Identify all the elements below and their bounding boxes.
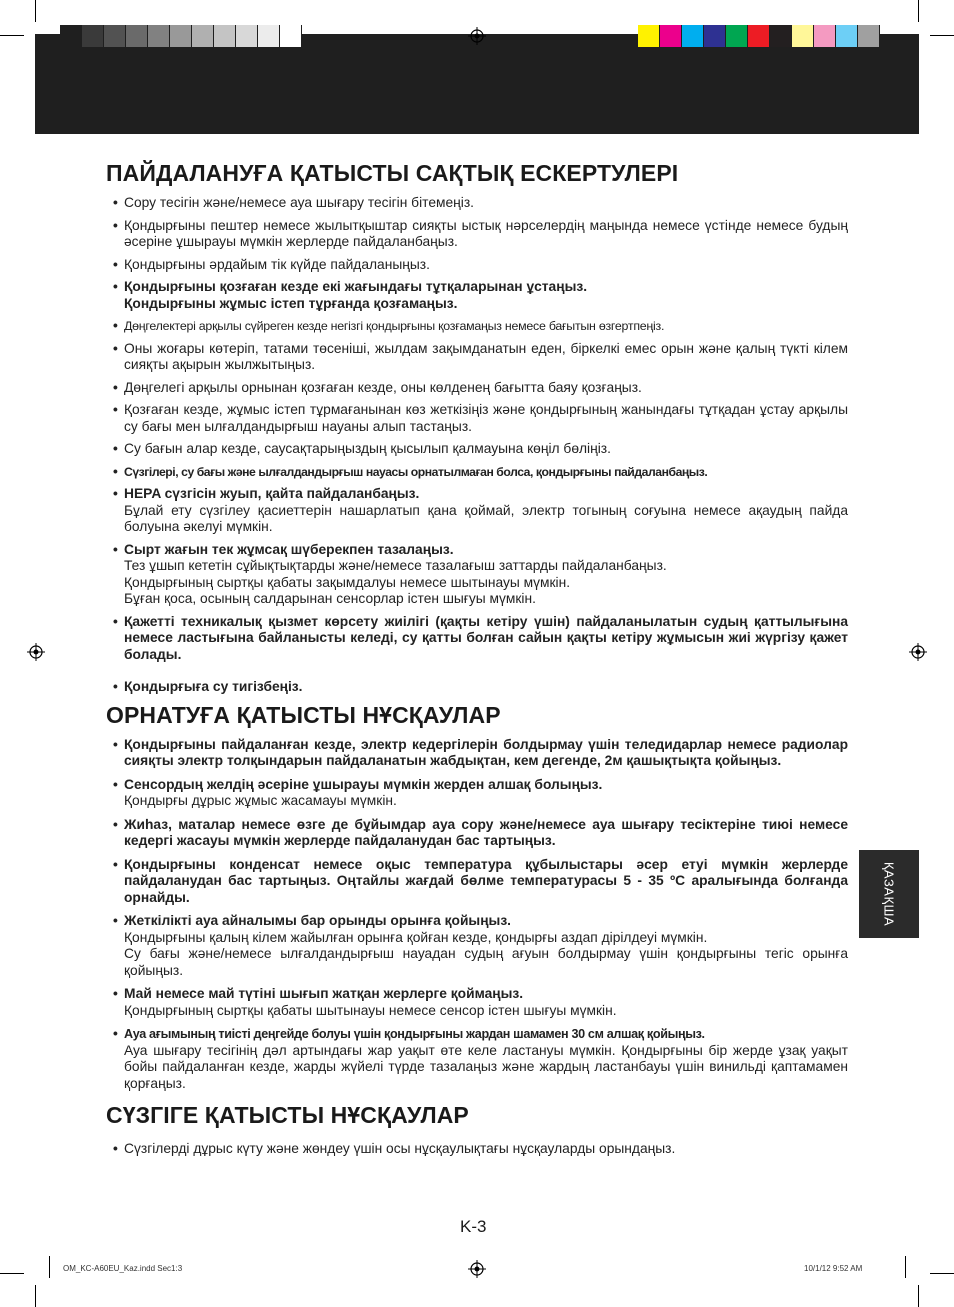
language-side-tab <box>859 850 919 938</box>
list-item: • Сүзгілерді дұрыс күту және жөндеу үшін осы нұсқаулықтағы нұсқауларды орындаңыз. <box>106 1141 848 1158</box>
filter-list <box>106 1141 848 1158</box>
color-swatch <box>170 25 192 47</box>
list-item: • Оны жоғары көтеріп, татами төсеніші, жылдам зақымданатын еден, біркелкі емес орын және қалың түкті кілем сияқты ақырын жылжытыңыз. <box>106 341 848 374</box>
color-swatch <box>814 25 836 47</box>
color-swatch <box>748 25 770 47</box>
list-item: • Ауа ағымының тиісті деңгейде болуы үшін қондырғыны жардан шамамен 30 см алшақ қойыңыз. Ауа шығару тесігінің дәл артындағы жар уақыт өте келе ластануы мүмкін. Қондырғыны бір жерде ұзақ уақыт бойы пайдаланған кезде, жарды жүйелі түрде тазалаңыз және жардың ластанбауы үшін винильді қаптамамен қорғаңыз. <box>106 1026 848 1092</box>
registration-mark-icon <box>27 643 45 661</box>
list-item: • Қондырғыны конденсат немесе оқыс температура құбылыстары әсер етуі мүмкін жерлерде пайдаланудан бас тартыңыз. Оңтайлы жағдай бөлме температурасы 5 - 35 ºC аралығында болғанда орнайды. <box>106 857 848 907</box>
list-item: • Май немесе май түтіні шығып жатқан жерлерге қоймаңыз. Қондырғының сыртқы қабаты шытынауы немесе сенсор істен шығуы мүмкін. <box>106 986 848 1019</box>
list-item: • Жиһаз, маталар немесе өзге де бұйымдар ауа сору және/немесе ауа шығару тесіктеріне тиюі немесе кедергі жасауы мүмкін жерлерде пайдаланудан бас тартыңыз. <box>106 817 848 850</box>
color-swatch <box>280 25 302 47</box>
color-swatch <box>214 25 236 47</box>
crop-mark <box>0 1273 24 1274</box>
color-swatch <box>682 25 704 47</box>
section-title-installation: ОРНАТУҒА ҚАТЫСТЫ НҰСҚАУЛАР <box>106 701 501 728</box>
color-swatch <box>792 25 814 47</box>
crop-mark <box>49 1256 50 1278</box>
color-swatch <box>192 25 214 47</box>
list-item: • Қажетті техникалық қызмет көрсету жиілігі (қақты кетіру үшін) пайдаланылатын судың қаттылығына немесе ластығына байланысты келеді, су қатты болған сайын қақты кетіру жұмысын жиі жүргізу қажет болады. <box>106 614 848 664</box>
color-swatch <box>126 25 148 47</box>
color-swatch <box>704 25 726 47</box>
list-item: • Дөңгелектері арқылы сүйреген кезде негізгі қондырғыны қозғамаңыз немесе бағытын өзгертпеңіз. <box>106 318 848 335</box>
crop-mark <box>35 1285 36 1307</box>
header-bar <box>35 34 919 134</box>
crop-mark <box>905 1256 906 1278</box>
footer-file-info: OM_KC-A60EU_Kaz.indd Sec1:3 <box>63 1264 183 1273</box>
list-item: • Сору тесігін және/немесе ауа шығару тесігін бітемеңіз. <box>106 195 848 212</box>
installation-list <box>106 737 848 1093</box>
crop-mark <box>0 35 24 36</box>
crop-mark <box>930 1273 954 1274</box>
list-item: • HEPA сүзгісін жуып, қайта пайдаланбаңыз. Бұлай ету сүзгілеу қасиеттерін нашарлатып қана қоймай, электр тогының соғуына немесе ақаудың пайда болуына әкелуі мүмкін. <box>106 486 848 536</box>
color-swatch <box>148 25 170 47</box>
footer-date: 10/1/12 9:52 AM <box>804 1264 863 1273</box>
list-item: • Қондырғыға су тигізбеңіз. <box>106 679 848 696</box>
color-swatch <box>836 25 858 47</box>
page-number: K-3 <box>460 1217 487 1236</box>
list-item: • Қондырғыны пайдаланған кезде, электр кедергілерін болдырмау үшін теледидарлар немесе радиолар сияқты электр толқындарын пайдаланатын жабдықтан, кем дегенде, 2м қашықтықта қойыңыз. <box>106 737 848 770</box>
crop-mark <box>918 0 919 22</box>
color-swatch <box>638 25 660 47</box>
list-item: • Қондырғыны қозғаған кезде екі жағындағы тұтқаларынан ұстаңыз. Қондырғыны жұмыс істеп тұрғанда қозғамаңыз. <box>106 279 848 312</box>
list-item: • Қондырғыны пештер немесе жылытқыштар сияқты ыстық нәрселердің маңында немесе үстінде немесе будың әсеріне ұшырауы мүмкін жерлерде пайдаланбаңыз. <box>106 218 848 251</box>
language-tab-label: ҚАЗАҚША <box>881 861 897 927</box>
color-swatch <box>236 25 258 47</box>
color-swatch <box>660 25 682 47</box>
color-swatch <box>60 25 82 47</box>
list-item: • Қондырғыны әрдайым тік күйде пайдаланыңыз. <box>106 257 848 274</box>
gray-swatch-strip <box>60 25 302 47</box>
color-swatch <box>82 25 104 47</box>
registration-mark-icon <box>468 1260 486 1278</box>
registration-mark-icon <box>468 27 486 45</box>
precautions-list <box>106 195 848 696</box>
color-swatch <box>104 25 126 47</box>
section-title-filter: СҮЗГІГЕ ҚАТЫСТЫ НҰСҚАУЛАР <box>106 1102 469 1128</box>
color-swatch-strip <box>638 25 880 47</box>
list-item: • Дөңгелегі арқылы орнынан қозғаған кезде, оны көлденең бағытта баяу қозғаңыз. <box>106 380 848 397</box>
registration-mark-icon <box>909 643 927 661</box>
page-content <box>106 160 848 1158</box>
crop-mark <box>35 0 36 22</box>
list-item: • Су бағын алар кезде, саусақтарыңыздың қысылып қалмауына көңіл бөліңіз. <box>106 441 848 458</box>
list-item: • Сырт жағын тек жұмсақ шүберекпен тазалаңыз. Тез ұшып кететін сұйықтықтарды және/немесе тазалағыш заттарды пайдаланбаңыз. Қондырғының сыртқы қабаты зақымдалуы немесе шытынауы мүмкін. Бұған қоса, осының салдарынан сенсорлар істен шығуы мүмкін. <box>106 542 848 608</box>
list-item: • Жеткілікті ауа айналымы бар орынды орынға қойыңыз. Қондырғыны қалың кілем жайылған орынға қойған кезде, қондырғы аздап дірілдеуі мүмкін. Су бағы және/немесе ылғалдандырғыш науадан судың ағуын болдырмау үшін қондырғыны тегіс орынға қойыңыз. <box>106 913 848 979</box>
color-swatch <box>770 25 792 47</box>
list-item: • Сүзгілері, су бағы және ылғалдандырғыш науасы орнатылмаған болса, қондырғыны пайдаланбаңыз. <box>106 464 848 481</box>
color-swatch <box>726 25 748 47</box>
crop-mark <box>918 1285 919 1307</box>
list-item: • Қозғаған кезде, жұмыс істеп тұрмағанынан көз жеткізіңіз және қондырғының жанындағы тұтқадан ұстау арқылы су бағы мен ылғалдандырғыш науаны алып тастаңыз. <box>106 402 848 435</box>
color-swatch <box>858 25 880 47</box>
list-item: • Сенсордың желдің әсеріне ұшырауы мүмкін жерден алшақ болыңыз. Қондырғы дұрыс жұмыс жасамауы мүмкін. <box>106 777 848 810</box>
section-title-precautions: ПАЙДАЛАНУҒА ҚАТЫСТЫ САҚТЫҚ ЕСКЕРТУЛЕРІ <box>106 160 679 186</box>
crop-mark <box>930 35 954 36</box>
color-swatch <box>258 25 280 47</box>
